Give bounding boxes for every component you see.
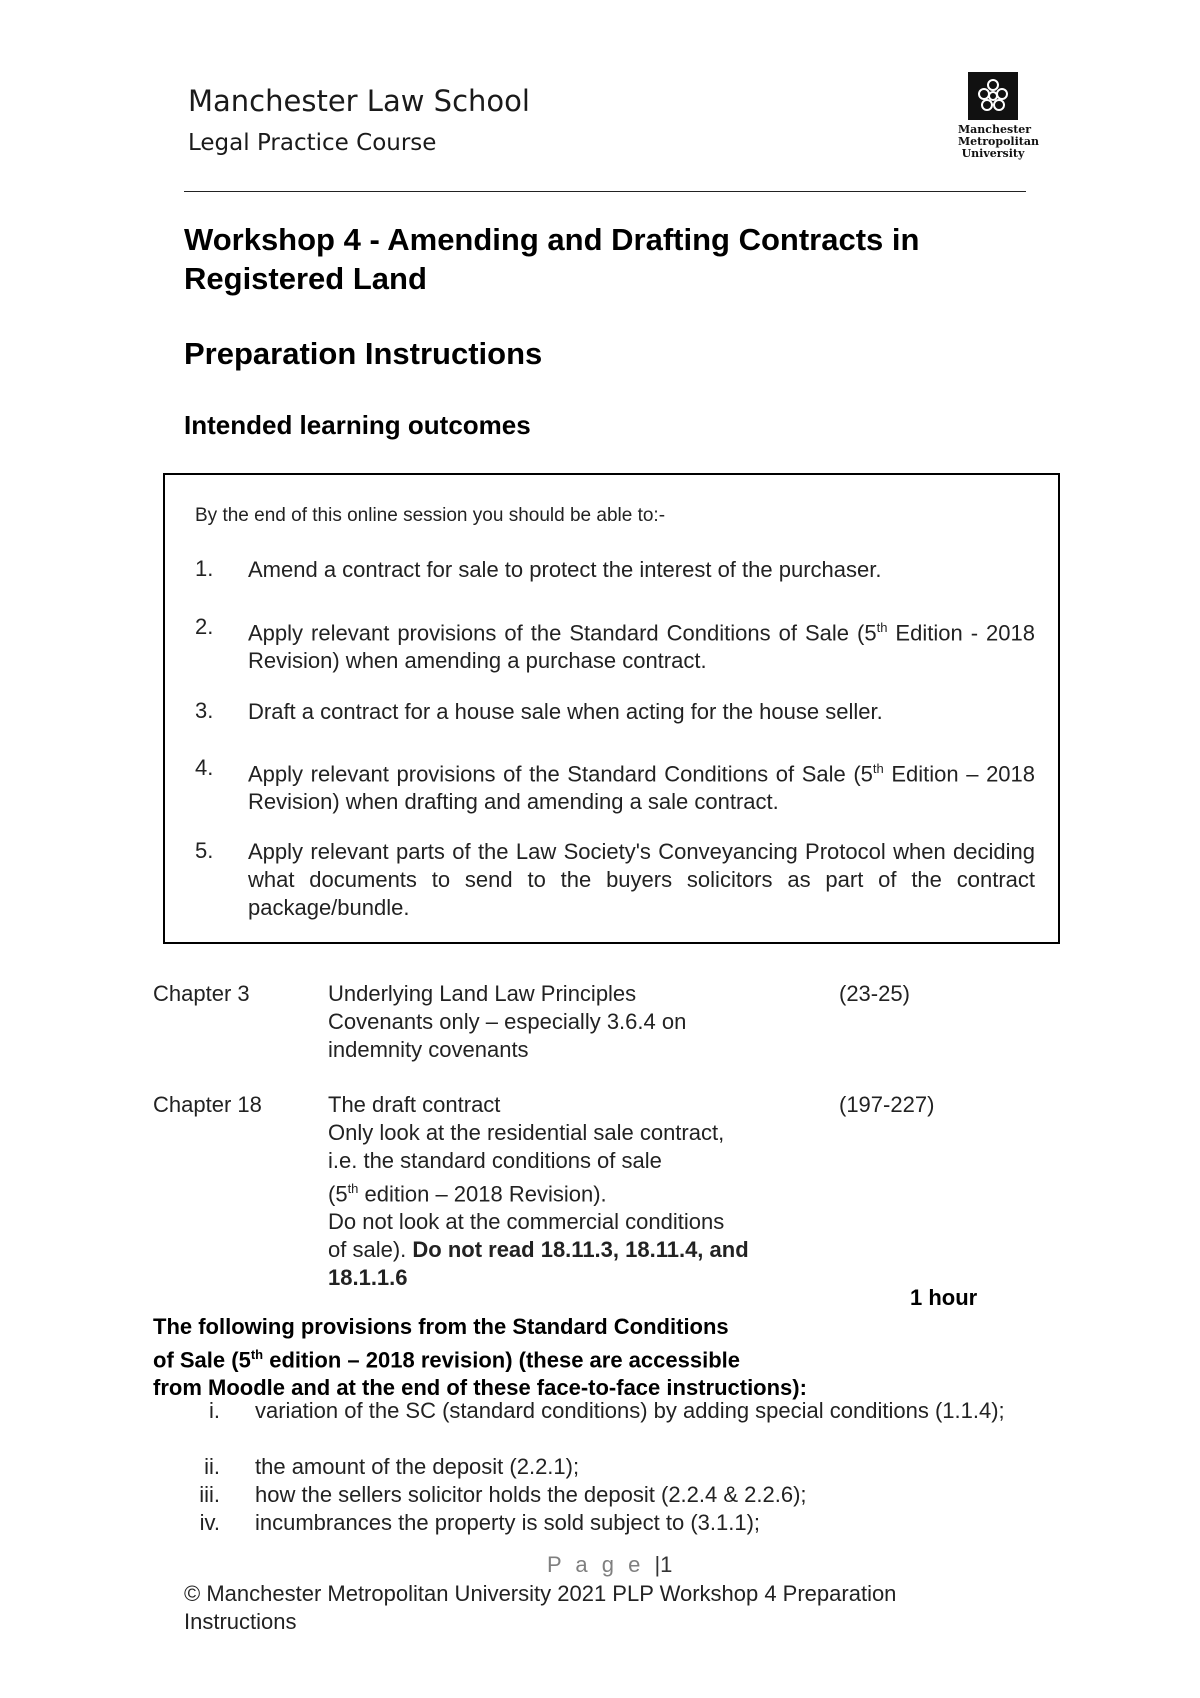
reading-description: The draft contract Only look at the residential sale contract, i.e. the standard conditions of sale (5th edition – 2018 Revision). Do not look at the commercial conditions of sale). Do not read 18.11.3, 18.11.4, and 18.1.1.6 (328, 1092, 749, 1291)
copyright-notice: © Manchester Metropolitan University 2021 PLP Workshop 4 Preparation Instructions (184, 1581, 897, 1634)
sc-item-text: the amount of the deposit (2.2.1); (255, 1454, 580, 1479)
logo-text-1: Manchester (958, 123, 1032, 136)
outcome-text: Apply relevant provisions of the Standard Conditions of Sale (5th Edition - 2018 Revision) when amending a purchase contract. (248, 620, 1035, 674)
outcomes-intro: By the end of this online session you should be able to:- (195, 505, 666, 526)
sc-item-text: how the sellers solicitor holds the deposit (2.2.4 & 2.2.6); (255, 1482, 807, 1507)
reading-chapter: Chapter 3 (153, 981, 250, 1006)
reading-pages: (23-25) (839, 981, 910, 1006)
reading-pages: (197-227) (839, 1092, 935, 1117)
sc-item-number: ii. (204, 1454, 220, 1479)
outcome-number: 4. (195, 755, 214, 780)
outcome-number: 1. (195, 556, 214, 581)
university-logo (958, 72, 1039, 160)
sc-heading: The following provisions from the Standard Conditions of Sale (5th edition – 2018 revision) (these are accessible from Moodle and at the end of these face-to-face instructions): (153, 1314, 807, 1401)
learning-outcomes-heading: Intended learning outcomes (184, 410, 531, 440)
document-title: Workshop 4 - Amending and Drafting Contracts in Registered Land (184, 222, 920, 296)
logo-text-3: University (961, 147, 1025, 160)
course-name: Legal Practice Course (188, 130, 437, 156)
sc-item-number: i. (209, 1398, 220, 1423)
sc-item-text: variation of the SC (standard conditions) by adding special conditions (1.1.4); (255, 1398, 1005, 1423)
school-name: Manchester Law School (188, 84, 530, 118)
outcome-number: 2. (195, 614, 214, 639)
reading-chapter: Chapter 18 (153, 1092, 262, 1117)
page-number: P a g e |1 (547, 1552, 673, 1577)
outcome-text: Draft a contract for a house sale when acting for the house seller. (248, 699, 883, 724)
mmu-logo-icon (968, 72, 1018, 120)
outcome-number: 3. (195, 698, 214, 723)
sc-item-text: incumbrances the property is sold subject to (3.1.1); (255, 1510, 761, 1535)
logo-text-2: Metropolitan (958, 135, 1039, 148)
outcome-text: Apply relevant parts of the Law Society's Conveyancing Protocol when deciding what documents to send to the buyers solicitors as part of the contract package/bundle. (248, 839, 1035, 920)
sc-item-number: iv. (199, 1510, 220, 1535)
outcome-text: Amend a contract for sale to protect the interest of the purchaser. (248, 557, 882, 582)
header-divider (184, 191, 1026, 192)
reading-description: Underlying Land Law Principles Covenants only – especially 3.6.4 on indemnity covenants (328, 981, 687, 1062)
duration: 1 hour (910, 1285, 978, 1310)
outcome-number: 5. (195, 838, 214, 863)
sc-item-number: iii. (199, 1482, 220, 1507)
section-heading: Preparation Instructions (184, 336, 543, 371)
outcome-text: Apply relevant provisions of the Standard Conditions of Sale (5th Edition – 2018 Revision) when drafting and amending a sale contract. (248, 761, 1036, 815)
